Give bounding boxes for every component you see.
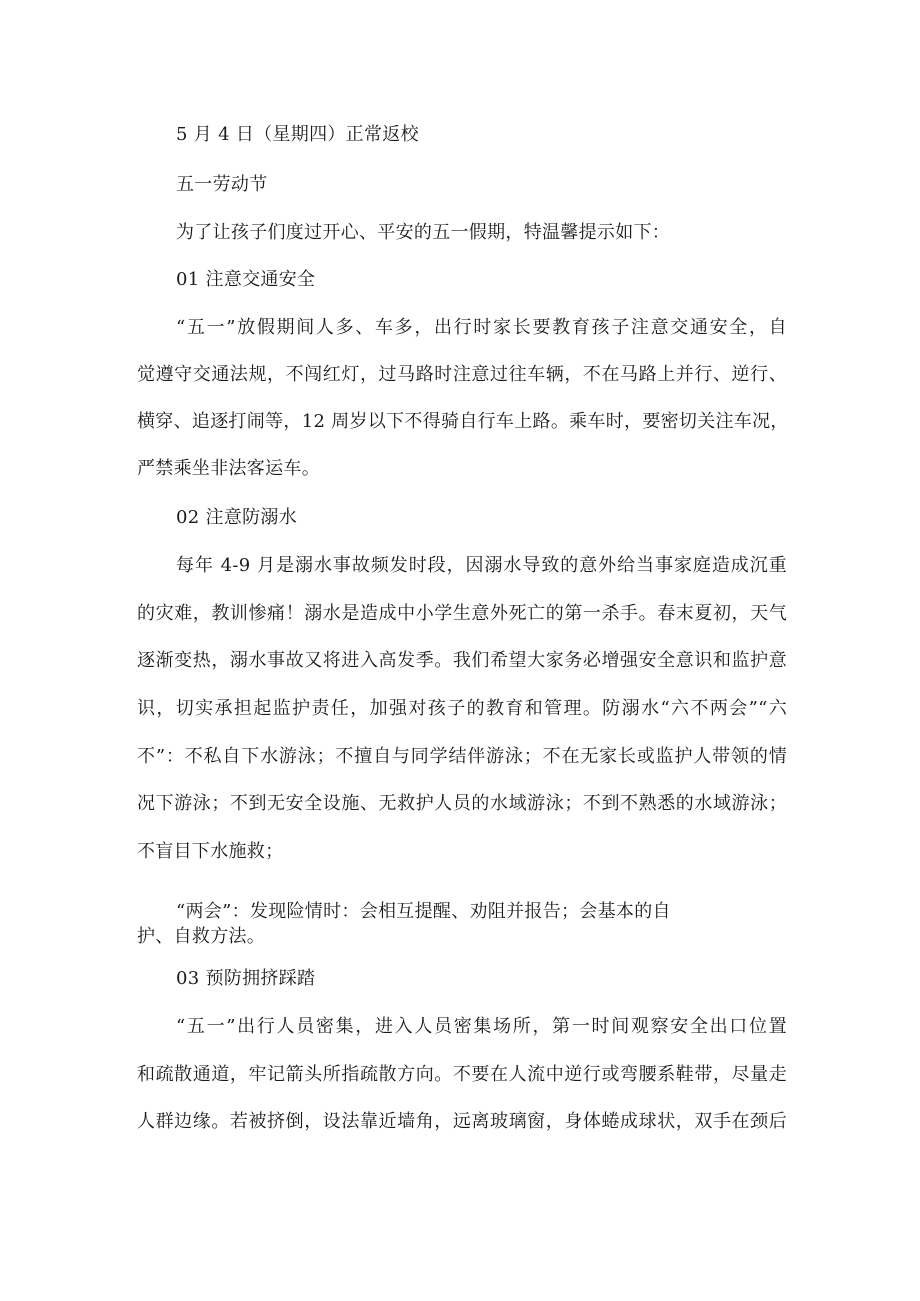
paragraph-line: “五一”出行人员密集，进入人员密集场所，第一时间观察安全出口位置 <box>176 1016 787 1037</box>
paragraph-line: 觉遵守交通法规，不闯红灯，过马路时注意过往车辆，不在马路上并行、逆行、 <box>137 364 787 385</box>
section-heading-traffic: 01 注意交通安全 <box>176 269 316 290</box>
paragraph-line: 况下游泳；不到无安全设施、无救护人员的水域游泳；不到不熟悉的水域游泳； <box>137 793 787 814</box>
paragraph-line: 不”：不私自下水游泳；不擅自与同学结伴游泳；不在无家长或监护人带领的情 <box>137 746 787 767</box>
section-heading-drowning: 02 注意防溺水 <box>176 507 298 528</box>
return-date-line: 5 月 4 日（星期四）正常返校 <box>176 124 419 145</box>
paragraph-line: 识，切实承担起监护责任，加强对孩子的教育和管理。防溺水“六不两会”“六 <box>137 698 787 719</box>
paragraph-line: 不盲目下水施救； <box>137 841 284 862</box>
paragraph-line: 的灾难，教训惨痛！溺水是造成中小学生意外死亡的第一杀手。春末夏初，天气 <box>137 603 787 624</box>
paragraph-line: 护、自救方法。 <box>137 926 266 947</box>
holiday-title: 五一劳动节 <box>176 174 268 195</box>
section-heading-stampede: 03 预防拥挤踩踏 <box>176 968 316 989</box>
paragraph-line: 人群边缘。若被挤倒，设法靠近墙角，远离玻璃窗，身体蜷成球状，双手在颈后 <box>137 1111 787 1132</box>
paragraph-line: “两会”：发现险情时：会相互提醒、劝阻并报告；会基本的自 <box>176 901 671 922</box>
paragraph-line: 严禁乘坐非法客运车。 <box>137 458 320 479</box>
intro-paragraph: 为了让孩子们度过开心、平安的五一假期，特温馨提示如下： <box>176 222 671 243</box>
paragraph-line: 每年 4-9 月是溺水事故频发时段，因溺水导致的意外给当事家庭造成沉重 <box>176 555 787 576</box>
paragraph-line: 横穿、追逐打闹等，12 周岁以下不得骑自行车上路。乘车时，要密切关注车况， <box>137 411 789 432</box>
paragraph-line: 和疏散通道，牢记箭头所指疏散方向。不要在人流中逆行或弯腰系鞋带，尽量走 <box>137 1064 787 1085</box>
paragraph-line: 逐渐变热，溺水事故又将进入高发季。我们希望大家务必增强安全意识和监护意 <box>137 650 787 671</box>
paragraph-line: “五一”放假期间人多、车多，出行时家长要教育孩子注意交通安全，自 <box>176 317 787 338</box>
